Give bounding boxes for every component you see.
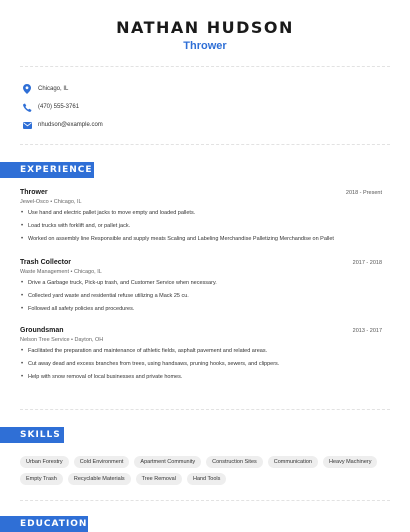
phone-icon	[22, 102, 32, 112]
job-location: Chicago, IL	[53, 199, 82, 205]
candidate-name: NATHAN HUDSON	[116, 18, 294, 37]
contact-location	[22, 83, 68, 95]
skill-chip: Urban Forestry	[20, 456, 69, 468]
contact-divider	[20, 144, 390, 145]
job-bullet: • Facilitated the preparation and maintenance of athletic fields, asphalt pavement and related areas.	[20, 348, 382, 361]
job-entry	[20, 259, 382, 319]
job-location: Dayton, OH	[74, 337, 104, 343]
skill-chip: Cold Environment	[74, 456, 130, 468]
job-location: Chicago, IL	[74, 269, 102, 275]
contact-email	[22, 119, 103, 131]
section-education: EDUCATION	[0, 516, 88, 532]
job-bullet: • Use hand and electric pallet jacks to move empty and loaded pallets.	[20, 210, 382, 223]
job-bullets	[20, 280, 382, 319]
section-skills: SKILLS	[0, 427, 64, 443]
location-text: Chicago, IL	[38, 86, 69, 92]
skill-chip: Empty Trash	[20, 473, 63, 485]
skills-divider	[20, 500, 390, 501]
skill-row	[20, 456, 390, 468]
job-entry	[20, 189, 382, 249]
job-company: Jewel-Osco	[20, 199, 49, 205]
skill-chip: Communication	[268, 456, 318, 468]
skill-chip: Heavy Machinery	[323, 456, 378, 468]
job-bullet: • Collected yard waste and residential refuse utilizing a Mack 25 cu.	[20, 293, 382, 306]
job-entry	[20, 327, 382, 387]
skill-chip: Tree Removal	[136, 473, 182, 485]
mail-icon	[22, 120, 32, 130]
job-bullet: • Load trucks with forklift and, or pallet jack.	[20, 223, 382, 236]
candidate-role: Thrower	[183, 40, 227, 52]
skill-row	[20, 473, 390, 485]
job-bullet: • Followed all safety policies and procedures.	[20, 306, 382, 319]
map-pin-icon	[22, 84, 32, 94]
job-company: Waste Management	[20, 269, 70, 275]
job-company: Nelson Tree Service	[20, 337, 70, 343]
experience-divider	[20, 409, 390, 410]
phone-text: (470) 555-3761	[38, 104, 80, 110]
job-dates: 2017 - 2018	[352, 260, 382, 266]
job-company-line: Waste Management • Chicago, IL	[20, 269, 102, 275]
skill-chip: Construction Sites	[206, 456, 263, 468]
contact-phone	[22, 101, 79, 113]
skill-chip: Recyclable Materials	[68, 473, 131, 485]
job-title: Trash Collector	[20, 259, 71, 266]
section-experience: EXPERIENCE	[0, 162, 94, 178]
job-title: Thrower	[20, 189, 48, 196]
job-dates: 2018 - Present	[345, 190, 382, 196]
job-bullet: • Cut away dead and excess branches from trees, using handsaws, pruning hooks, sewers, and clippers.	[20, 361, 382, 374]
skill-chip: Apartment Community	[134, 456, 201, 468]
job-bullets	[20, 348, 382, 387]
skills-list	[20, 456, 390, 490]
email-text: nhudson@example.com	[38, 122, 103, 128]
job-bullet: • Help with snow removal of local businesses and private homes.	[20, 374, 382, 387]
job-bullet: • Drive a Garbage truck, Pick-up trash, and Customer Service when necessary.	[20, 280, 382, 293]
skill-chip: Hand Tools	[187, 473, 226, 485]
job-dates: 2013 - 2017	[352, 328, 382, 334]
job-bullet: • Worked on assembly line Responsible and supply meats Scaling and Labeling Merchandise Palletizing Merchandise on Pallet	[20, 236, 382, 249]
job-company-line: Nelson Tree Service • Dayton, OH	[20, 337, 104, 343]
job-title: Groundsman	[20, 327, 64, 334]
job-company-line: Jewel-Osco • Chicago, IL	[20, 199, 82, 205]
header-divider	[20, 66, 390, 67]
job-bullets	[20, 210, 382, 249]
